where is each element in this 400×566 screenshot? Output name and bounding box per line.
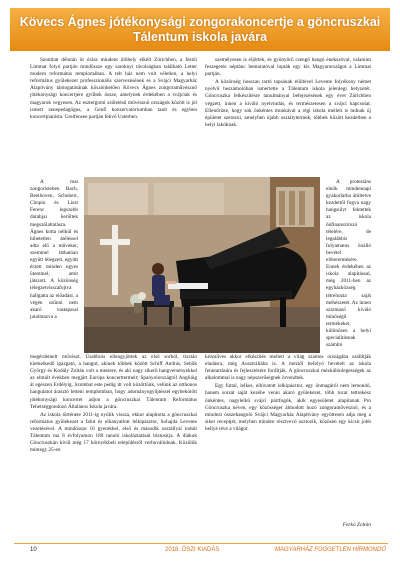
left-wrap-text [30, 179, 78, 321]
article-banner [10, 8, 390, 51]
paragraph: személyesen is eljöttek, és gyönyörű csengő hangú énekszóval, valamint feszegetés néptánc bemutatóval lopták egy kis Magyarországot a Limmat partján. [205, 57, 371, 78]
paragraph: Egy futtal, lelkes, elhivatott lelkipásztor, egy önmagáról nem lemondó, hanem sorsát saját kezébe venni akaró gyülekezet, több tucat tettrekész önkéntes, nagylelkű svájci pártfogók, akik egyesületet alapítanak Pro Göncruszka néven, egy közösséget álmodott hozó zongoraművésznő, és a mindezt összehangoló Svájci Magyarház Alapítvány egyöttesen adja meg a siker receptjét, melyben minden résztvevő osztozik, közösen egy kicsit jobb hellyé téve a világot. [205, 383, 371, 432]
paragraph: A mai zongoristeben Bach, Beethoven, Schubert, Chopin és Liszt Ferenc legszebb darabjai kerültek megszólaltatásra. Ágnes kotta nélkül és hihetetlen átéléssel adta elő a műveket, szemmel láthatóan együtt lélegzett, együtt érzett minden egyes ütemmel, amit játszott. A közönség lélegzetvisszafojtva hallgatta az előadást, a végén szűnni nem akaró vastapssal jutalmazva a [30, 179, 78, 320]
pianist-at-piano-image [84, 177, 320, 353]
article-author: Ferkó Zoltán [342, 522, 371, 528]
issue-label: 2018. ŐSZI KIADÁS [165, 547, 220, 553]
right-wrap-text [326, 179, 371, 349]
paragraph: kézműves akkor elkészítés mellett a világ számos országába szállítják eladásra, még Ausztráliába is. A méztől befolyó bevételt az iskola fenntartására és fejlesztésére fordítják. A göncruszkai mézkülönlegességek az alkalommal is nagy népszerűségnek örvendtek. [205, 354, 371, 382]
concert-photo [84, 177, 320, 353]
paragraph: Az iskola története 2011-ig nyúlik vissza, ekkor alapította a göncruszkai református gyülekezet a falut és elhanyatlott lelkipásztor, Sohajda Levente vezetésével. A mindössze 16 gyerekkel, első és második osztállyal indult Tálentum ma 8 évfolyamon 180 tanuló iskoláztatását biztosítja. A diákok Göncruszkán kívül még 17 környékbeli településről verbuválódnak. Közülük mintegy 25-en [30, 411, 197, 454]
paragraph: Szombat délután öt órára mindent ülőhely elkélt Zürichben, a festői Limmat folyó partján mindössze egy saroknyi távolságban található Letter modern református templomában. A telt ház nem volt véletlen, a helyi református gyülekezet professzionális szervezésének és a Svájci Magyarház Alapítvány támogatásának köszönhetően Kövecs Ágnes zongoraművésznő jótékonysági koncertjére gyűltek össze, amelynek érdekében a svájciak és magyarok vegyesen. Az esztergomi születésű művésznő országok között is jól ismert zenepedagógus, a Genfi konzervatóriumban tanít és egyben koncertpianista. Greifensee partján fekvő Usterben. [30, 57, 197, 120]
publication-name: MAGYARHÁZ FÜGGETLEN HÍRMONDÓ [274, 547, 386, 553]
paragraph: A közönség hosszan tartó tapsának elültével Levente folyékony német nyelvű beszámolóban ismertette a Tálentum iskola jelenlegi helyzetét. Göncruszka felkészítésre tanulmányai befejezésének egy évet Zürichben végzett, innen a kiváló nyelvtudás, és természetesen a svájci kapcsolat. Ellenőrizte, hogy sok önkéntes munkával a régi iskola mellett is tudnak új épületet szerezni, amelyben újabb osztálytermek, többek között kezdetben a helyi lakóknak. [205, 79, 371, 128]
right-column-top [205, 57, 371, 129]
article-title: Kövecs Ágnes jótékonysági zongorakoncertje a göncruszkai Tálentum iskola javára [19, 14, 381, 44]
left-column-top [30, 57, 197, 121]
footer-divider [14, 543, 388, 544]
right-column-bottom [205, 354, 371, 433]
paragraph: A protestáns elnök mindennapi gyakorlatba átültetve kezdettől fogva nagy hangsúlyt fektettek az iskola önfinanszírozó tételére, de legalábbis folyamatos önálló bevétel előteremtésére. Ennek érdekében az iskola alapítással, még 2011-ben az egyházközség létrehozta saját méhészetét. Az innen származó kiváló minőségű termékeket, különösen a helyi specialitásnak számító [326, 179, 371, 349]
page-number: 10 [30, 547, 37, 553]
paragraph: megérdemelt művészt. Úsabbrós ellengyjöttek az első sorból, tisztán kiemelkedő igazgató, a hangot, akinek többek között Schiff András, Sebők György és Kodály Zoltán volt a mestere, és aki nagy sikerű hangversenyekkel az elmúlt években megjárt Európa koncerttermeit; Spanyolországtól Angliáig át egészen Erdélyig. Szombat este pedig itt volt közöttünk, velünk az otthonos hangulatot árasztó letteni templomban, hogy adományogyűjtéssel egybekötött jótékonysági koncertet adjon a göncruszkai Tálentum Református Tehetséggondozó Általános Iskola javára. [30, 354, 197, 410]
left-column-bottom [30, 354, 197, 454]
